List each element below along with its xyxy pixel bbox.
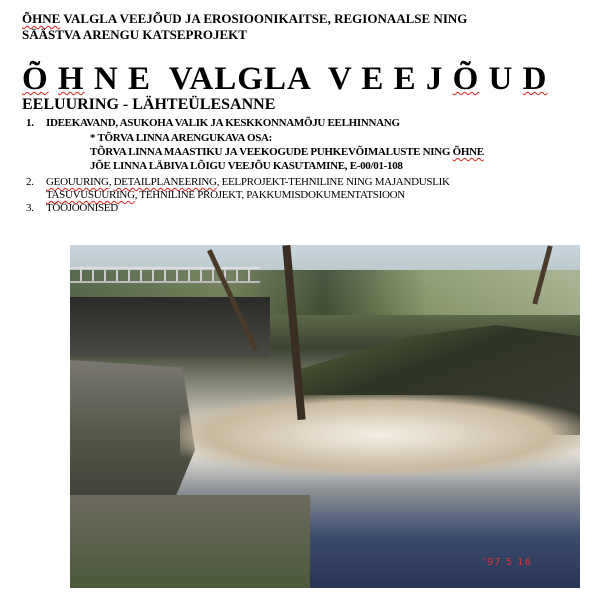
list-text: IDEEKAVAND, ASUKOHA VALIK JA KESKKONNAMÕJU EELHINNANG bbox=[46, 117, 400, 129]
title-part: H bbox=[57, 61, 85, 97]
list-item-1-sub2 bbox=[90, 145, 484, 159]
header-line2: SÄÄSTVA ARENGU KATSEPROJEKT bbox=[22, 27, 247, 42]
title-part: D bbox=[522, 61, 548, 97]
list-text: , EELPROJEKT-TEHNILINE NING MAJANDUSLIK bbox=[216, 176, 450, 188]
header-word: ÕHNE bbox=[22, 11, 61, 26]
list-item-2-line2 bbox=[46, 188, 405, 202]
list-text: GEOUURING bbox=[46, 176, 109, 188]
list-text: , bbox=[108, 176, 114, 188]
list-number: 3. bbox=[26, 202, 34, 214]
document-header bbox=[22, 11, 467, 43]
title-part: U bbox=[479, 61, 523, 97]
list-text: TÖÖJOONISED bbox=[46, 202, 118, 214]
list-text: TASUVUSUURING bbox=[46, 189, 135, 201]
list-item-1-sub3: JÕE LINNA LÄBIVA LÕIGU VEEJÕU KASUTAMINE, E-00/01-108 bbox=[90, 160, 403, 172]
list-number: 1. bbox=[26, 117, 34, 129]
title-part: E VALGLA V E E J bbox=[118, 61, 453, 97]
list-item-2 bbox=[26, 175, 450, 189]
list-text: , TEHNILINE PROJEKT, PAKKUMISDOKUMENTATSIOON bbox=[134, 189, 405, 201]
title-part: Õ bbox=[452, 61, 480, 97]
river-rapids-photo bbox=[70, 245, 580, 588]
page-title bbox=[22, 60, 547, 98]
title-part: Õ bbox=[22, 61, 49, 97]
photo-date-stamp: '97 5 16 bbox=[483, 557, 532, 568]
list-text: TÕRVA LINNA MAASTIKU JA VEEKOGUDE PUHKEVÕIMALUSTE NING bbox=[90, 146, 453, 158]
header-text: VALGLA VEEJÕUD JA EROSIOONIKAITSE, REGIONAALSE NING bbox=[60, 11, 468, 26]
list-item-3 bbox=[26, 201, 118, 215]
list-item-1-sub1: * TÕRVA LINNA ARENGUKAVA OSA: bbox=[90, 132, 273, 144]
list-item-1 bbox=[26, 116, 400, 130]
title-part: N bbox=[93, 61, 119, 97]
list-text: ÕHNE bbox=[452, 146, 484, 158]
list-text: DETAILPLANEERING bbox=[113, 176, 217, 188]
subtitle: EELUURING - LÄHTEÜLESANNE bbox=[22, 96, 276, 113]
list-number: 2. bbox=[26, 176, 34, 188]
